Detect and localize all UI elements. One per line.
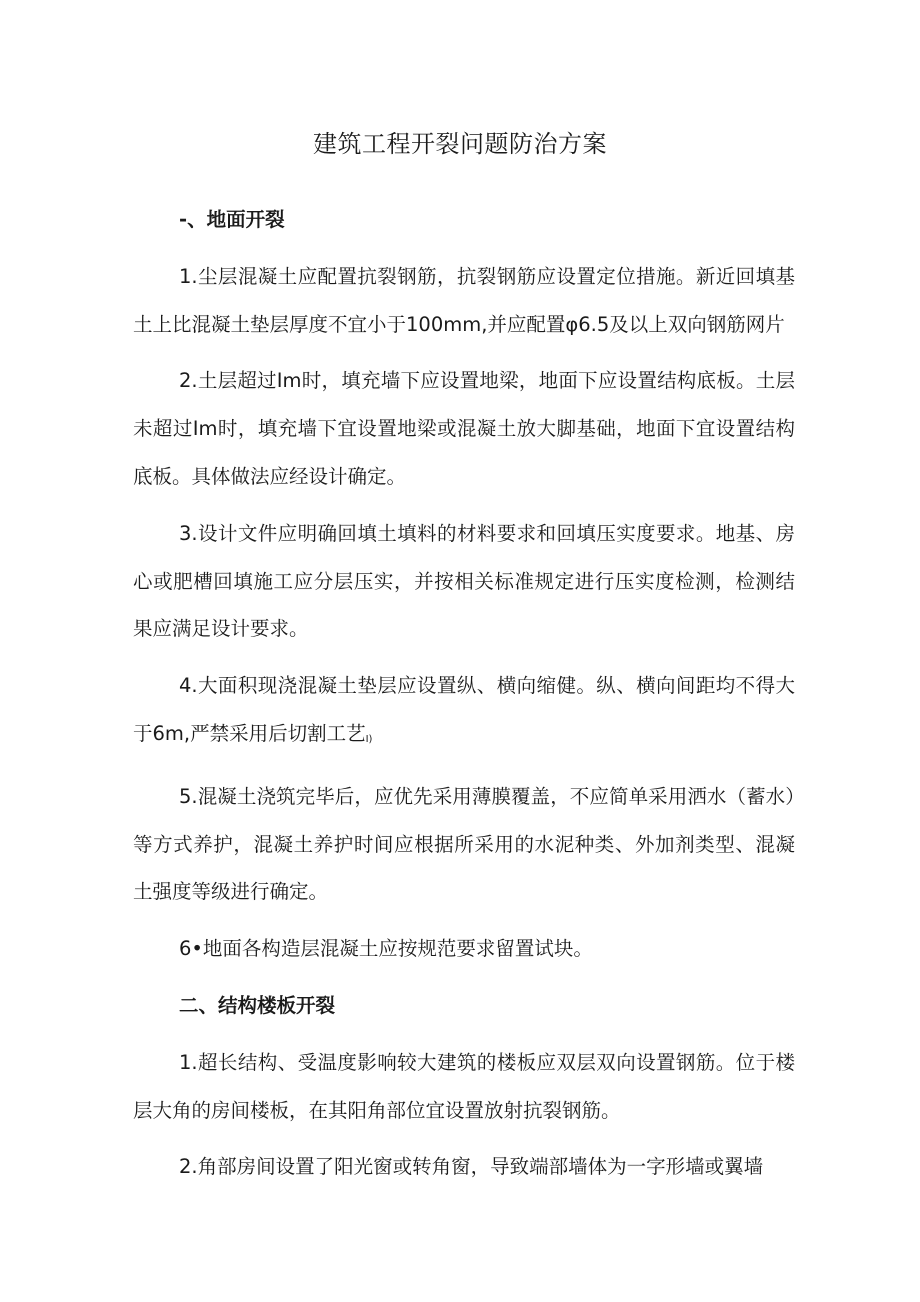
paragraph-ground-3: 3.设计文件应明确回填土填料的材料要求和回填压实度要求。地基、房心或肥槽回填施工应分层压实，并按相关标准规定进行压实度检测，检测结果应满足设计要求。 bbox=[133, 521, 795, 641]
section-heading-ground-cracking: -、地面开裂 bbox=[179, 208, 285, 231]
paragraph-ground-4 bbox=[133, 662, 795, 764]
paragraph-ground-4-mark: I) bbox=[365, 733, 373, 745]
paragraph-slab-2: 2.角部房间设置了阳光窗或转角窗，导致端部墙体为一字形墙或翼墙 bbox=[179, 1155, 764, 1179]
paragraph-ground-6: 6•地面各构造层混凝土应按规范要求留置试块。 bbox=[179, 937, 593, 961]
paragraph-ground-5: 5.混凝土浇筑完毕后，应优先采用薄膜覆盖，不应简单采用洒水（蓄水）等方式养护，混凝土养护时间应根据所采用的水泥种类、外加剂类型、混凝土强度等级进行确定。 bbox=[133, 784, 795, 904]
paragraph-ground-2: 2.土层超过Im时，填充墙下应设置地梁，地面下应设置结构底板。土层未超过Im时，填充墙下宜设置地梁或混凝土放大脚基础，地面下宜设置结构底板。具体做法应经设计确定。 bbox=[133, 369, 795, 488]
document-body bbox=[133, 196, 795, 1200]
document-title: 建筑工程开裂问题防治方案 bbox=[313, 130, 607, 158]
paragraph-ground-4-text: 4.大面积现浇混凝土垫层应设置纵、横向缩健。纵、横向间距均不得大于6m,严禁采用后切割工艺 bbox=[133, 674, 795, 745]
section-heading-slab-cracking: 二、结构楼板开裂 bbox=[179, 993, 336, 1017]
paragraph-slab-1: 1.超长结构、受温度影响较大建筑的楼板应双层双向设置钢筋。位于楼层大角的房间楼板，在其阳角部位宜设置放射抗裂钢筋。 bbox=[133, 1050, 795, 1122]
paragraph-ground-1: 1.尘层混凝土应配置抗裂钢筋，抗裂钢筋应设置定位措施。新近回填基土上比混凝土垫层厚度不宜小于100mm,并应配置φ6.5及以上双向钢筋网片 bbox=[133, 264, 795, 336]
